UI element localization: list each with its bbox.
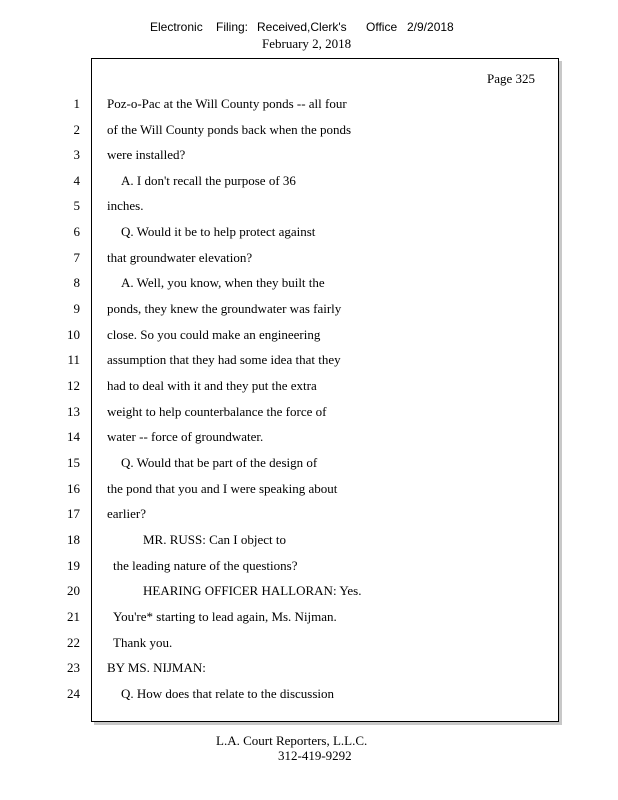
line-text: water -- force of groundwater. xyxy=(107,429,264,444)
line-number: 4 xyxy=(73,173,80,188)
line-number: 24 xyxy=(67,686,80,701)
transcript-line xyxy=(0,275,618,295)
line-number: 3 xyxy=(73,147,80,162)
line-text: A. I don't recall the purpose of 36 xyxy=(121,173,296,188)
line-text: inches. xyxy=(107,198,144,213)
line-text: weight to help counterbalance the force of xyxy=(107,404,327,419)
line-number: 11 xyxy=(67,352,80,367)
line-text: the leading nature of the questions? xyxy=(113,558,298,573)
transcript-line xyxy=(0,173,618,193)
transcript-line xyxy=(0,327,618,347)
line-text: Poz-o-Pac at the Will County ponds -- all four xyxy=(107,96,347,111)
transcript-line xyxy=(0,558,618,578)
transcript-line xyxy=(0,532,618,552)
line-number: 22 xyxy=(67,635,80,650)
line-text: assumption that they had some idea that they xyxy=(107,352,341,367)
transcript-line xyxy=(0,455,618,475)
line-text: earlier? xyxy=(107,506,146,521)
line-text: of the Will County ponds back when the ponds xyxy=(107,122,352,137)
line-text: Q. Would that be part of the design of xyxy=(121,455,318,470)
line-text: HEARING OFFICER HALLORAN: Yes. xyxy=(143,583,362,598)
transcript-line xyxy=(0,352,618,372)
transcript-line xyxy=(0,378,618,398)
line-text: Thank you. xyxy=(113,635,173,650)
court-reporter-company: L.A. Court Reporters, L.L.C. xyxy=(216,733,368,748)
page-number: Page 325 xyxy=(487,71,536,86)
transcript-line xyxy=(0,224,618,244)
line-number: 18 xyxy=(67,532,80,547)
stamp-word: Received,Clerk's xyxy=(257,20,347,34)
line-number: 2 xyxy=(73,122,80,137)
line-text: close. So you could make an engineering xyxy=(107,327,321,342)
line-number: 14 xyxy=(67,429,80,444)
stamp-word: 2/9/2018 xyxy=(407,20,454,34)
transcript-line xyxy=(0,122,618,142)
transcript-line xyxy=(0,250,618,270)
line-text: MR. RUSS: Can I object to xyxy=(143,532,287,547)
line-number: 21 xyxy=(67,609,80,624)
line-text: were installed? xyxy=(107,147,186,162)
transcript-line xyxy=(0,198,618,218)
transcript-line xyxy=(0,609,618,629)
transcript-line xyxy=(0,635,618,655)
line-text: A. Well, you know, when they built the xyxy=(121,275,325,290)
court-reporter-phone: 312-419-9292 xyxy=(278,748,352,763)
transcript-line xyxy=(0,96,618,116)
line-number: 10 xyxy=(67,327,80,342)
transcript-line xyxy=(0,583,618,603)
line-text: Q. Would it be to help protect against xyxy=(121,224,316,239)
line-text: You're* starting to lead again, Ms. Nijman. xyxy=(113,609,337,624)
line-number: 15 xyxy=(67,455,80,470)
filed-date: February 2, 2018 xyxy=(262,36,352,51)
line-text: that groundwater elevation? xyxy=(107,250,253,265)
line-text: BY MS. NIJMAN: xyxy=(107,660,206,675)
line-number: 9 xyxy=(73,301,80,316)
line-number: 23 xyxy=(67,660,80,675)
line-number: 17 xyxy=(67,506,80,521)
transcript-line xyxy=(0,686,618,706)
stamp-word: Filing: xyxy=(216,20,249,34)
transcript-line xyxy=(0,147,618,167)
stamp-word: Electronic xyxy=(150,20,203,34)
stamp-word: Office xyxy=(366,20,398,34)
line-text: ponds, they knew the groundwater was fairly xyxy=(107,301,342,316)
transcript-line xyxy=(0,660,618,680)
line-text: the pond that you and I were speaking about xyxy=(107,481,338,496)
line-text: had to deal with it and they put the extra xyxy=(107,378,317,393)
line-number: 5 xyxy=(73,198,80,213)
line-number: 8 xyxy=(73,275,80,290)
line-number: 16 xyxy=(67,481,80,496)
line-number: 19 xyxy=(67,558,80,573)
line-number: 1 xyxy=(73,96,80,111)
line-number: 13 xyxy=(67,404,80,419)
line-number: 7 xyxy=(73,250,80,265)
transcript-line xyxy=(0,301,618,321)
transcript-line xyxy=(0,404,618,424)
transcript-line xyxy=(0,481,618,501)
transcript-line xyxy=(0,506,618,526)
line-number: 6 xyxy=(73,224,80,239)
transcript-line xyxy=(0,429,618,449)
line-number: 12 xyxy=(67,378,80,393)
line-number: 20 xyxy=(67,583,80,598)
line-text: Q. How does that relate to the discussion xyxy=(121,686,335,701)
